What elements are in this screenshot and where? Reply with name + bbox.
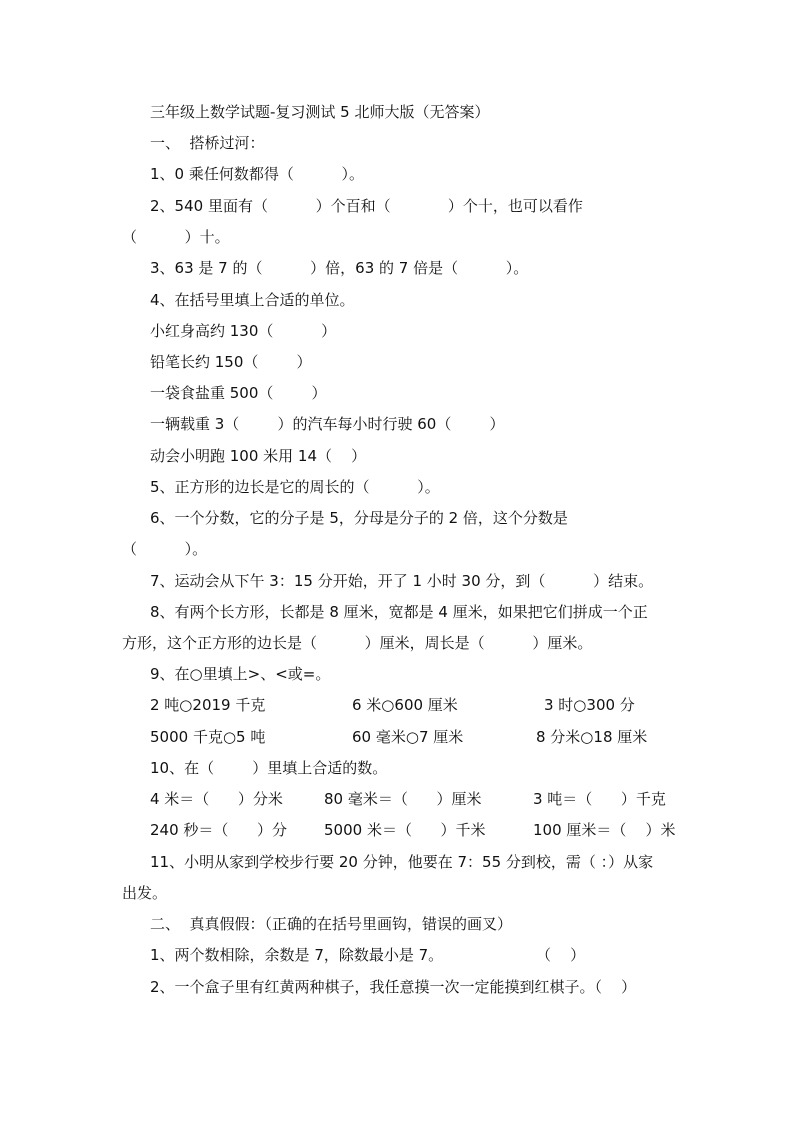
answer-parentheses: （ ） [536,946,586,964]
section-heading-text: 一、 搭桥过河： [150,134,265,152]
question-text: 5、正方形的边长是它的周长的（ ）。 [150,478,440,496]
compare-item: 3 时○300 分 [544,696,635,714]
question-text: （ ）十。 [122,228,230,246]
compare-item: 60 毫米○7 厘米 [352,728,464,746]
question-text: 出发。 [122,884,168,902]
question-text: 10、在（ ）里填上合适的数。 [150,759,388,777]
compare-item: 2 吨○2019 千克 [150,696,266,714]
question-text: 11、小明从家到学校步行要 20 分钟，他要在 7：55 分到校，需（ ：）从家 [150,853,654,871]
fill-item: 240 秒＝（ ）分 [150,821,288,839]
fill-item: 80 毫米＝（ ）厘米 [324,790,482,808]
question-text: 1、0 乘任何数都得（ ）。 [150,165,365,183]
item-text: 一辆载重 3（ ）的汽车每小时行驶 60（ ） [150,415,505,433]
tf-question-2 [0,976,794,1042]
item-text: 动会小明跑 100 米用 14（ ） [150,447,367,465]
question-text: 方形，这个正方形的边长是（ ）厘米，周长是（ ）厘米。 [122,634,593,652]
item-text: 铅笔长约 150（ ） [150,353,312,371]
question-text: 1、两个数相除，余数是 7，除数最小是 7。 [150,946,444,964]
fill-item: 4 米＝（ ）分米 [150,790,283,808]
compare-item: 5000 千克○5 吨 [150,728,266,746]
fill-item: 100 厘米＝（ ）米 [533,821,676,839]
fill-item: 5000 米＝（ ）千米 [324,821,486,839]
question-text: 3、63 是 7 的（ ）倍，63 的 7 倍是（ ）。 [150,259,529,277]
question-text: 4、在括号里填上合适的单位。 [150,291,355,309]
compare-item: 8 分米○18 厘米 [536,728,648,746]
item-text: 小红身高约 130（ ） [150,322,337,340]
item-text: 一袋食盐重 500（ ） [150,384,327,402]
question-text: 9、在○里填上>、<或=。 [150,665,331,683]
question-text: 2、一个盒子里有红黄两种棋子，我任意摸一次一定能摸到红棋子。（ ） [150,978,637,996]
question-text: （ ）。 [122,540,208,558]
question-text: 8、有两个长方形，长都是 8 厘米，宽都是 4 厘米，如果把它们拼成一个正 [150,603,648,621]
section-heading-text: 二、 真真假假：（正确的在括号里画钩，错误的画叉） [150,915,513,933]
title-text: 三年级上数学试题-复习测试 5 北师大版（无答案） [150,103,490,121]
fill-item: 3 吨＝（ ）千克 [533,790,666,808]
question-text: 2、540 里面有（ ）个百和（ ）个十，也可以看作 [150,197,583,215]
question-text: 7、运动会从下午 3：15 分开始，开了 1 小时 30 分，到（ ）结束。 [150,572,654,590]
question-text: 6、一个分数，它的分子是 5，分母是分子的 2 倍，这个分数是 [150,509,568,527]
compare-item: 6 米○600 厘米 [352,696,458,714]
